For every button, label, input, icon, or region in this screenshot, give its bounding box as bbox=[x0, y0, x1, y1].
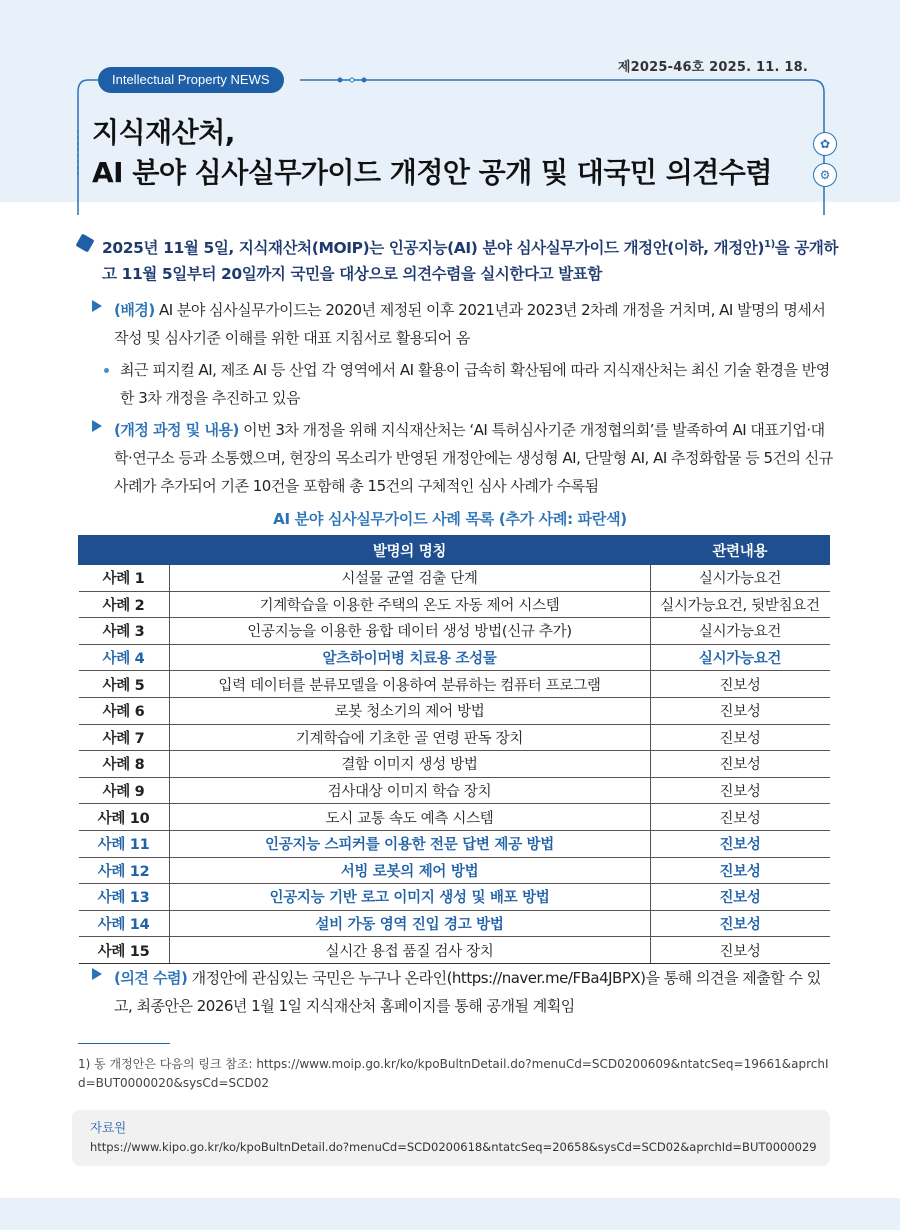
news-badge: Intellectual Property NEWS bbox=[98, 67, 284, 93]
case-number: 사례 12 bbox=[79, 857, 170, 884]
table-row bbox=[79, 751, 830, 778]
source-box bbox=[72, 1110, 830, 1166]
case-number: 사례 8 bbox=[79, 751, 170, 778]
triangle-bullet-icon bbox=[92, 300, 102, 312]
table-caption: AI 분야 심사실무가이드 사례 목록 (추가 사례: 파란색) bbox=[273, 510, 627, 528]
footer-band bbox=[0, 1198, 900, 1230]
table-row bbox=[79, 618, 830, 645]
case-related: 진보성 bbox=[650, 830, 830, 857]
cube-bullet-icon bbox=[75, 233, 94, 252]
case-title: 인공지능을 이용한 융합 데이터 생성 방법(신규 추가) bbox=[169, 618, 650, 645]
case-related: 진보성 bbox=[650, 937, 830, 964]
table-row-added bbox=[79, 884, 830, 911]
case-number: 사례 2 bbox=[79, 591, 170, 618]
case-number: 사례 1 bbox=[79, 565, 170, 592]
title-line-1: 지식재산처, bbox=[92, 116, 235, 149]
case-title: 인공지능 스피커를 이용한 전문 답변 제공 방법 bbox=[169, 830, 650, 857]
gear-icon: ⚙ bbox=[813, 163, 837, 187]
table-row-added bbox=[79, 857, 830, 884]
footnote-divider bbox=[78, 1043, 170, 1044]
bullet-revision-process: (개정 과정 및 내용) 이번 3차 개정을 위해 지식재산처는 ‘AI 특허심사기준 개정협의회’를 발족하여 AI 대표기업·대학·연구소 등과 소통했으며, 현장의 목소리가 반영된 개정안에는 생성형 AI, 단말형 AI, AI 추정화합물 등 5건의 신규 사례가 추가되어 기존 10건을 포함해 총 15건의 구체적인 심사 사례가 수록됨 bbox=[92, 416, 836, 500]
header-case-number bbox=[79, 536, 170, 565]
page-title bbox=[92, 113, 772, 193]
table-row-added bbox=[79, 644, 830, 671]
case-title: 입력 데이터를 분류모델을 이용하여 분류하는 컴퓨터 프로그램 bbox=[169, 671, 650, 698]
case-related: 진보성 bbox=[650, 724, 830, 751]
table-row bbox=[79, 804, 830, 831]
lead-paragraph: 2025년 11월 5일, 지식재산처(MOIP)는 인공지능(AI) 분야 심사실무가이드 개정안(이하, 개정안)$^{1)}$을 공개하고 11월 5일부터 20일까지 국민을 대상으로 의견수렴을 실시한다고 발표함 bbox=[78, 232, 843, 287]
case-related: 진보성 bbox=[650, 751, 830, 778]
case-table bbox=[78, 535, 830, 964]
title-line-2: AI 분야 심사실무가이드 개정안 공개 및 대국민 의견수렴 bbox=[92, 156, 772, 189]
table-row-added bbox=[79, 910, 830, 937]
triangle-bullet-icon bbox=[92, 420, 102, 432]
case-number: 사례 7 bbox=[79, 724, 170, 751]
case-title: 실시간 용접 품질 검사 장치 bbox=[169, 937, 650, 964]
case-title: 시설물 균열 검출 단계 bbox=[169, 565, 650, 592]
case-related: 실시가능요건 bbox=[650, 618, 830, 645]
case-title: 검사대상 이미지 학습 장치 bbox=[169, 777, 650, 804]
case-number: 사례 4 bbox=[79, 644, 170, 671]
case-number: 사례 3 bbox=[79, 618, 170, 645]
table-header-row bbox=[79, 536, 830, 565]
bullet-background: (배경) AI 분야 심사실무가이드는 2020년 제정된 이후 2021년과 2023년 2차례 개정을 거치며, AI 발명의 명세서 작성 및 심사기준 이해를 위한 대표 지침서로 활용되어 옴 bbox=[92, 296, 836, 352]
case-related: 진보성 bbox=[650, 804, 830, 831]
footnote: 1) 동 개정안은 다음의 링크 참조: https://www.moip.go.kr/ko/kpoBultnDetail.do?menuCd=SCD0200609&ntatcSeq=19661&aprchId=BUT0000020&sysCd=SCD02 bbox=[78, 1057, 829, 1090]
table-row bbox=[79, 937, 830, 964]
case-related: 진보성 bbox=[650, 910, 830, 937]
case-number: 사례 10 bbox=[79, 804, 170, 831]
case-title: 서빙 로봇의 제어 방법 bbox=[169, 857, 650, 884]
issue-number: 제2025-46호 2025. 11. 18. bbox=[617, 60, 808, 75]
dot-bullet-icon bbox=[104, 368, 109, 373]
table-row bbox=[79, 724, 830, 751]
leaf-icon: ✿ bbox=[813, 132, 837, 156]
case-related: 실시가능요건, 뒷받침요건 bbox=[650, 591, 830, 618]
header-related: 관련내용 bbox=[650, 536, 830, 565]
case-number: 사례 14 bbox=[79, 910, 170, 937]
case-number: 사례 11 bbox=[79, 830, 170, 857]
case-title: 기계학습에 기초한 골 연령 판독 장치 bbox=[169, 724, 650, 751]
footnote-mark: 1) bbox=[764, 239, 775, 250]
case-number: 사례 6 bbox=[79, 697, 170, 724]
bullet-recent-trend: 최근 피지컬 AI, 제조 AI 등 산업 각 영역에서 AI 활용이 급속히 확산됨에 따라 지식재산처는 최신 기술 환경을 반영한 3차 개정을 추진하고 있음 bbox=[104, 356, 834, 412]
table-row bbox=[79, 671, 830, 698]
case-title: 기계학습을 이용한 주택의 온도 자동 제어 시스템 bbox=[169, 591, 650, 618]
case-related: 진보성 bbox=[650, 884, 830, 911]
case-related: 진보성 bbox=[650, 857, 830, 884]
source-label: 자료원 bbox=[90, 1120, 127, 1135]
case-title: 결함 이미지 생성 방법 bbox=[169, 751, 650, 778]
table-row bbox=[79, 591, 830, 618]
header-invention-title: 발명의 명칭 bbox=[169, 536, 650, 565]
case-number: 사례 15 bbox=[79, 937, 170, 964]
case-related: 실시가능요건 bbox=[650, 644, 830, 671]
table-row bbox=[79, 565, 830, 592]
case-number: 사례 13 bbox=[79, 884, 170, 911]
case-title: 인공지능 기반 로고 이미지 생성 및 배포 방법 bbox=[169, 884, 650, 911]
case-related: 실시가능요건 bbox=[650, 565, 830, 592]
case-number: 사례 9 bbox=[79, 777, 170, 804]
table-row bbox=[79, 777, 830, 804]
case-related: 진보성 bbox=[650, 671, 830, 698]
table-row-added bbox=[79, 830, 830, 857]
case-title: 로봇 청소기의 제어 방법 bbox=[169, 697, 650, 724]
source-url: https://www.kipo.go.kr/ko/kpoBultnDetail.do?menuCd=SCD0200618&ntatcSeq=20658&sysCd=SCD02&aprchId=BUT0000029 bbox=[90, 1140, 817, 1154]
bullet-public-comment: (의견 수렴) 개정안에 관심있는 국민은 누구나 온라인(https://naver.me/FBa4JBPX)을 통해 의견을 제출할 수 있고, 최종안은 2026년 1월 1일 지식재산처 홈페이지를 통해 공개될 계획임 bbox=[92, 964, 836, 1020]
triangle-bullet-icon bbox=[92, 968, 102, 980]
case-title: 설비 가동 영역 진입 경고 방법 bbox=[169, 910, 650, 937]
case-related: 진보성 bbox=[650, 777, 830, 804]
case-related: 진보성 bbox=[650, 697, 830, 724]
table-row bbox=[79, 697, 830, 724]
case-number: 사례 5 bbox=[79, 671, 170, 698]
case-title: 도시 교통 속도 예측 시스템 bbox=[169, 804, 650, 831]
case-title: 알츠하이머병 치료용 조성물 bbox=[169, 644, 650, 671]
